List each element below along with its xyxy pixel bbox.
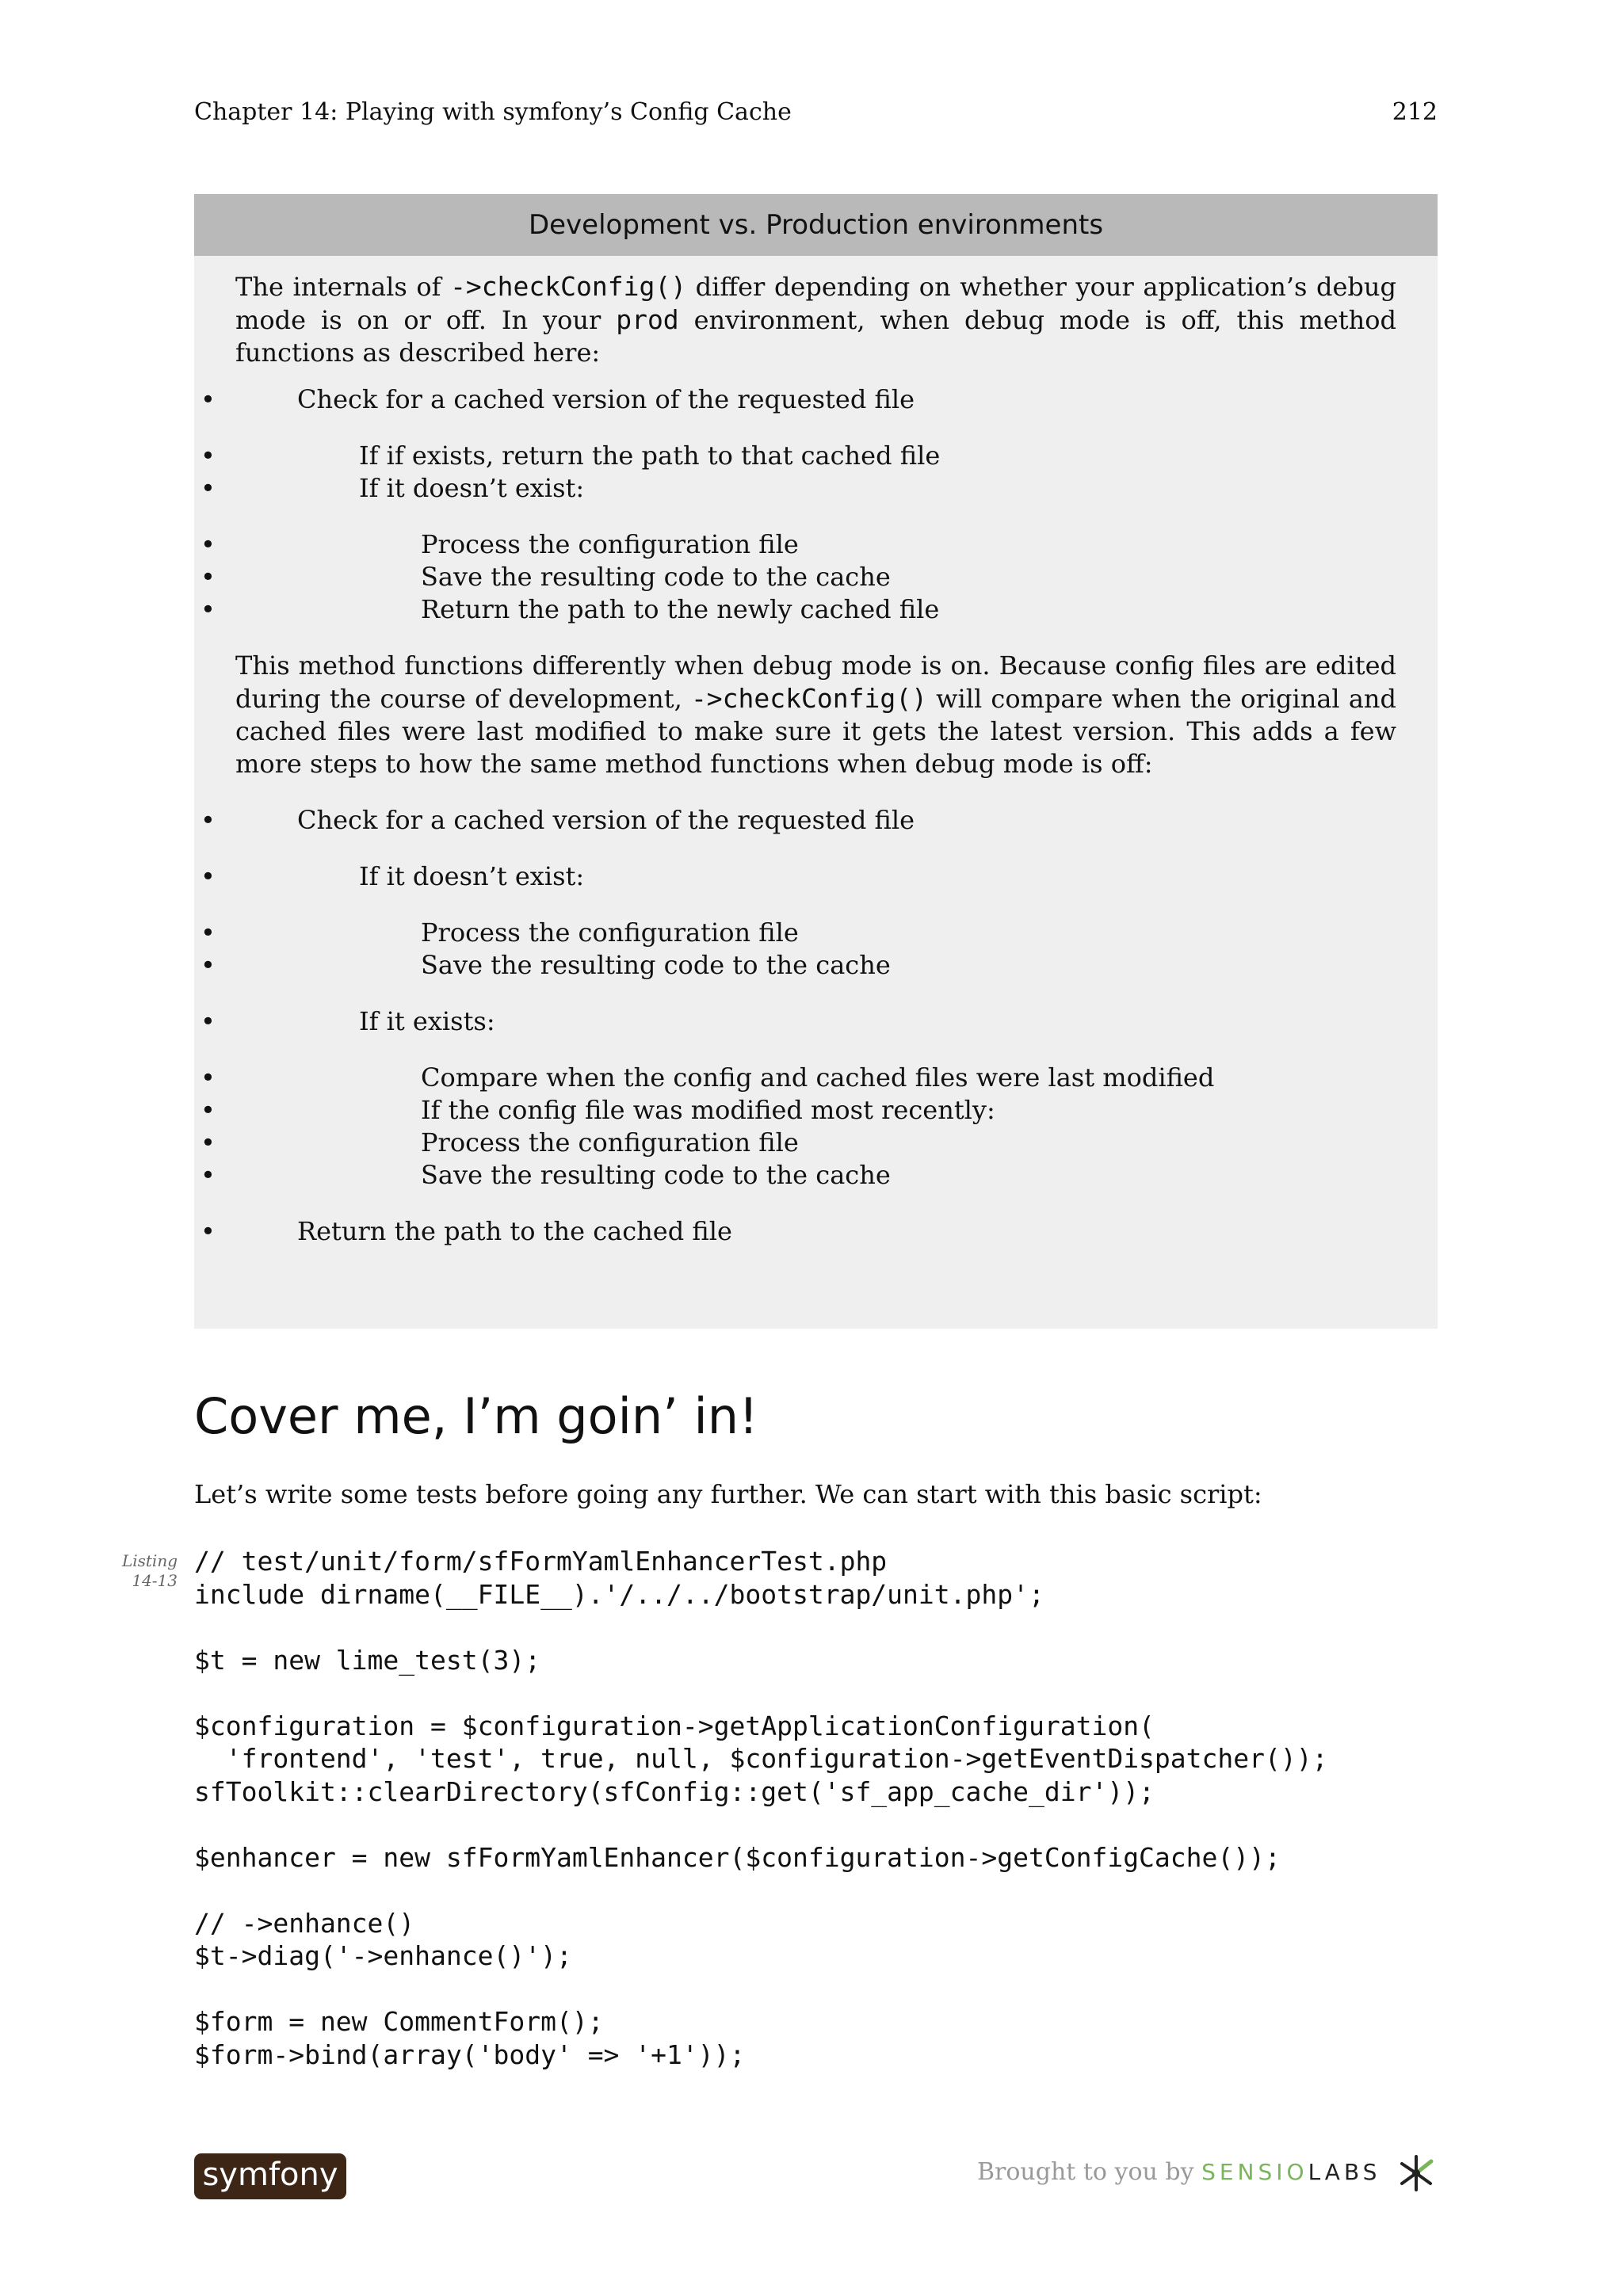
code-line [194, 1808, 1327, 1841]
text-run: will compare when the original and cached files were last modified to make sure it gets the latest version. This adds a few more steps to how the same method functions when debug mode is off: [235, 684, 1397, 779]
list-item: • Save the resulting code to the cache [235, 949, 1396, 982]
symfony-logo-text: symfony [202, 2157, 338, 2193]
text-run: This method functions differently when debug mode is on. Because config files are edited during the course of development, [235, 650, 1396, 714]
code-line: $form = new CommentForm(); [194, 2006, 604, 2037]
brand-part-sensio: SENSIO [1201, 2159, 1308, 2185]
list-item: • Check for a cached version of the requested file [235, 804, 1396, 837]
list-item: • Process the configuration file [235, 528, 1396, 561]
code-line [194, 1874, 1327, 1907]
list-item: • Save the resulting code to the cache [235, 1159, 1396, 1192]
code-line [194, 1973, 1327, 2006]
list-item: • Return the path to the newly cached file [235, 593, 1396, 626]
list-item: • Return the path to the cached file [235, 1215, 1396, 1248]
list-item: • If if exists, return the path to that cached file [235, 440, 1396, 472]
listing-label [119, 1551, 178, 1591]
list-item: • Compare when the config and cached files were last modified [235, 1062, 1396, 1094]
text-run: The internals of [235, 272, 451, 302]
code-line: sfToolkit::clearDirectory(sfConfig::get('sf_app_cache_dir')); [194, 1775, 1155, 1807]
intro-paragraph: Let’s write some tests before going any further. We can start with this basic script: [194, 1479, 1262, 1509]
symfony-logo [194, 2153, 346, 2199]
code-line [194, 1676, 1327, 1710]
list-item: • Check for a cached version of the requested file [235, 383, 1396, 416]
inline-code: prod [616, 304, 679, 335]
inline-code: ->checkConfig() [450, 271, 687, 302]
code-line: // ->enhance() [194, 1907, 415, 1939]
page-header [194, 95, 1438, 130]
code-listing [194, 1545, 1327, 2071]
sidebar-box [194, 194, 1438, 1329]
chapter-title: Chapter 14: Playing with symfony’s Config Cache [194, 98, 792, 126]
text-run: environment, when debug mode is off, this method functions as described here: [235, 305, 1397, 368]
bullet-list-production [235, 383, 1396, 626]
listing-label-number: 14-13 [132, 1571, 178, 1590]
code-line [194, 1611, 1327, 1644]
list-item: • If it exists: [235, 1005, 1396, 1038]
list-item: • If the config file was modified most recently: [235, 1094, 1396, 1127]
code-line: $configuration = $configuration->getApplicationConfiguration( [194, 1710, 1155, 1741]
section-heading: Cover me, I’m goin’ in! [194, 1387, 758, 1445]
code-line: include dirname(__FILE__).'/../../bootstrap/unit.php'; [194, 1578, 1044, 1610]
list-item: • If it doesn’t exist: [235, 472, 1396, 505]
code-line: $t->diag('->enhance()'); [194, 1940, 572, 1971]
list-item: • Process the configuration file [235, 1127, 1396, 1159]
list-item: • Save the resulting code to the cache [235, 561, 1396, 593]
bullet-list-debug [235, 804, 1396, 1248]
sidebar-title: Development vs. Production environments [194, 194, 1438, 256]
listing-label-word: Listing [121, 1551, 178, 1570]
code-line: 'frontend', 'test', true, null, $configuration->getEventDispatcher()); [194, 1743, 1328, 1774]
sensiolabs-brand [1201, 2159, 1381, 2185]
list-item: • If it doesn’t exist: [235, 860, 1396, 893]
sidebar-body [194, 256, 1438, 1248]
code-line: $form->bind(array('body' => '+1')); [194, 2039, 746, 2070]
text-run: differ depending on whether your application’s debug mode is on or off. In your [235, 272, 1397, 335]
footer-credit [977, 2149, 1438, 2196]
page-number: 212 [1392, 98, 1438, 126]
credit-prefix: Brought to you by [976, 2158, 1194, 2186]
code-line: // test/unit/form/sfFormYamlEnhancerTest.php [194, 1546, 888, 1577]
brand-part-labs: LABS [1308, 2159, 1381, 2185]
sensiolabs-logo-icon [1395, 2152, 1438, 2195]
code-line: $enhancer = new sfFormYamlEnhancer($configuration->getConfigCache()); [194, 1841, 1281, 1873]
sidebar-paragraph-1 [235, 270, 1396, 369]
sidebar-paragraph-2 [235, 650, 1396, 780]
code-line: $t = new lime_test(3); [194, 1644, 541, 1676]
inline-code: ->checkConfig() [690, 683, 927, 714]
list-item: • Process the configuration file [235, 917, 1396, 949]
